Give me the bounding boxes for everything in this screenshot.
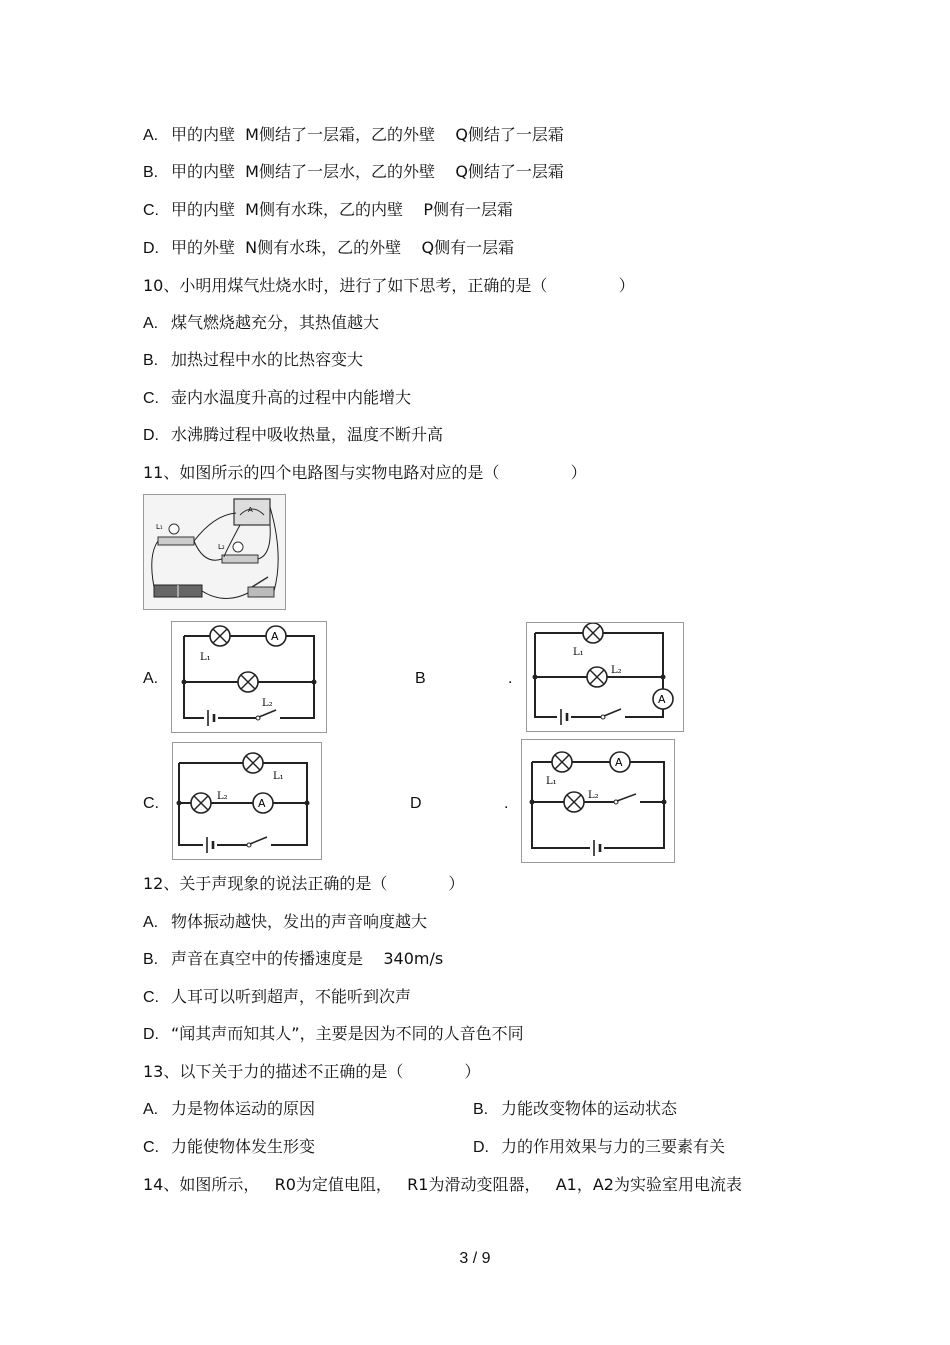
option-letter: D. xyxy=(143,240,159,257)
option-letter: A. xyxy=(143,315,159,332)
option-text: 人耳可以听到超声，不能听到次声 xyxy=(171,987,412,1006)
option-letter: B. xyxy=(143,164,159,181)
option-letter: A. xyxy=(143,1101,159,1118)
q9-option-b xyxy=(143,162,564,183)
option-letter: A. xyxy=(143,127,159,144)
q11-option-d-dot: . xyxy=(504,795,509,812)
option-text: “闻其声而知其人”，主要是因为不同的人音色不同 xyxy=(171,1024,524,1043)
option-letter: B. xyxy=(143,951,159,968)
option-letter: C. xyxy=(143,202,159,219)
lamp1-label: L₁ xyxy=(573,647,584,658)
lamp1-label: L₁ xyxy=(156,523,163,531)
q12-option-c xyxy=(143,987,411,1008)
q10-option-a xyxy=(143,313,379,334)
option-text: 声音在真空中的传播速度是 340m/s xyxy=(171,949,444,968)
circuit-diagram-c xyxy=(172,742,322,860)
ammeter-label: A xyxy=(271,630,279,643)
option-letter: D. xyxy=(143,427,159,444)
option-text: 力的作用效果与力的三要素有关 xyxy=(501,1137,726,1156)
q11-option-a-label: A. xyxy=(143,670,159,687)
q11-option-b-label: B xyxy=(415,670,426,687)
option-letter: C. xyxy=(143,989,159,1006)
option-letter: D. xyxy=(473,1139,489,1156)
option-text: 力是物体运动的原因 xyxy=(171,1099,316,1118)
ammeter-symbol-label: A xyxy=(248,506,253,514)
q10-option-c xyxy=(143,388,411,409)
q14-stem: 14、如图所示， R0为定值电阻， R1为滑动变阻器， A1，A2为实验室用电流表 xyxy=(143,1175,742,1194)
q9-option-d xyxy=(143,238,514,259)
q13-option-a xyxy=(143,1099,315,1120)
option-text: 甲的内壁 M侧结了一层霜，乙的外壁 Q侧结了一层霜 xyxy=(171,125,564,144)
lamp1-label: L₁ xyxy=(273,771,284,782)
lamp1-label: L₁ xyxy=(200,652,211,663)
option-letter: B. xyxy=(143,352,159,369)
option-text: 水沸腾过程中吸收热量，温度不断升高 xyxy=(171,425,444,444)
q12-option-b xyxy=(143,949,443,970)
q10-stem: 10、小明用煤气灶烧水时，进行了如下思考，正确的是（ ） xyxy=(143,276,635,295)
option-text: 加热过程中水的比热容变大 xyxy=(171,350,364,369)
q9-option-a xyxy=(143,125,564,146)
physical-circuit-figure xyxy=(143,494,286,610)
ammeter-label: A xyxy=(658,693,666,706)
q11-option-d-label: D xyxy=(410,795,422,812)
q13-stem: 13、以下关于力的描述不正确的是（ ） xyxy=(143,1062,481,1081)
option-letter: C. xyxy=(143,390,159,407)
lamp2-label: L₂ xyxy=(588,790,599,801)
page-current: 3 xyxy=(459,1250,469,1267)
q11-stem: 11、如图所示的四个电路图与实物电路对应的是（ ） xyxy=(143,463,587,482)
option-text: 甲的内壁 M侧有水珠，乙的内壁 P侧有一层霜 xyxy=(171,200,513,219)
option-letter: D. xyxy=(143,1026,159,1043)
page-total: 9 xyxy=(481,1250,491,1267)
ammeter-label: A xyxy=(615,756,623,769)
lamp1-label: L₁ xyxy=(546,776,557,787)
lamp2-label: L₂ xyxy=(611,665,622,676)
lamp2-label: L₂ xyxy=(262,698,273,709)
option-text: 甲的外壁 N侧有水珠，乙的外壁 Q侧有一层霜 xyxy=(171,238,515,257)
ammeter-label: A xyxy=(258,797,266,810)
lamp2-label: L₂ xyxy=(218,543,225,551)
page-number xyxy=(0,1250,950,1268)
option-text: 物体振动越快，发出的声音响度越大 xyxy=(171,912,428,931)
page-separator: / xyxy=(472,1250,478,1267)
q13-option-b xyxy=(473,1099,677,1120)
q13-option-d xyxy=(473,1137,725,1158)
q10-option-b xyxy=(143,350,363,371)
option-text: 甲的内壁 M侧结了一层水，乙的外壁 Q侧结了一层霜 xyxy=(171,162,564,181)
option-text: 力能改变物体的运动状态 xyxy=(501,1099,678,1118)
q10-option-d xyxy=(143,425,443,446)
q12-option-a xyxy=(143,912,427,933)
option-text: 煤气燃烧越充分，其热值越大 xyxy=(171,313,380,332)
q9-option-c xyxy=(143,200,513,221)
option-letter: B. xyxy=(473,1101,489,1118)
lamp2-label: L₂ xyxy=(217,791,228,802)
circuit-diagram-b xyxy=(526,622,684,732)
q12-stem: 12、关于声现象的说法正确的是（ ） xyxy=(143,874,465,893)
q11-option-b-dot: . xyxy=(508,670,513,687)
circuit-diagram-a xyxy=(171,621,327,733)
q11-option-c-label: C. xyxy=(143,795,159,812)
option-text: 壶内水温度升高的过程中内能增大 xyxy=(171,388,412,407)
option-letter: A. xyxy=(143,914,159,931)
option-text: 力能使物体发生形变 xyxy=(171,1137,316,1156)
q13-option-c xyxy=(143,1137,315,1158)
circuit-diagram-d xyxy=(521,739,675,863)
option-letter: C. xyxy=(143,1139,159,1156)
q12-option-d xyxy=(143,1024,524,1045)
